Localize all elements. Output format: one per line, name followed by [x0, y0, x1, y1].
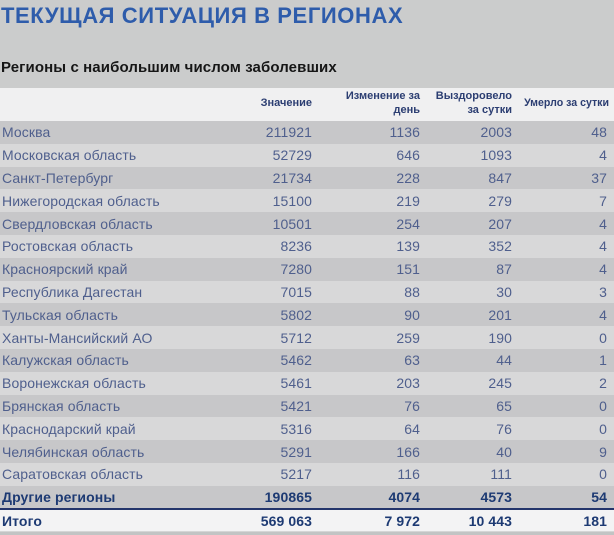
recovered-cell: 30 — [420, 281, 512, 304]
died-cell: 0 — [512, 417, 614, 440]
col-header-value: Значение — [242, 88, 312, 121]
change-cell: 116 — [312, 463, 420, 486]
change-cell: 4074 — [312, 486, 420, 509]
table-row — [0, 189, 614, 212]
value-cell: 5291 — [242, 440, 312, 463]
change-cell: 151 — [312, 258, 420, 281]
value-cell: 5461 — [242, 372, 312, 395]
recovered-cell: 111 — [420, 463, 512, 486]
value-cell: 7280 — [242, 258, 312, 281]
value-cell: 5802 — [242, 303, 312, 326]
recovered-cell: 4573 — [420, 486, 512, 509]
table-row — [0, 417, 614, 440]
region-cell: Саратовская область — [0, 463, 242, 486]
recovered-cell: 201 — [420, 303, 512, 326]
col-header-region — [0, 88, 242, 121]
table-row — [0, 121, 614, 144]
value-cell: 5217 — [242, 463, 312, 486]
value-cell: 15100 — [242, 189, 312, 212]
table-row — [0, 144, 614, 167]
died-cell: 4 — [512, 303, 614, 326]
died-cell: 181 — [512, 509, 614, 532]
table-header — [0, 88, 614, 121]
table-row — [0, 486, 614, 509]
table-row — [0, 258, 614, 281]
table-row — [0, 440, 614, 463]
change-cell: 1136 — [312, 121, 420, 144]
recovered-cell: 44 — [420, 349, 512, 372]
recovered-cell: 207 — [420, 212, 512, 235]
died-cell: 54 — [512, 486, 614, 509]
regions-table — [0, 88, 614, 532]
table-row — [0, 281, 614, 304]
table-body — [0, 121, 614, 532]
change-cell: 63 — [312, 349, 420, 372]
col-header-died: Умерло за сутки — [512, 88, 614, 121]
region-cell: Республика Дагестан — [0, 281, 242, 304]
recovered-cell: 10 443 — [420, 509, 512, 532]
change-cell: 228 — [312, 167, 420, 190]
value-cell: 10501 — [242, 212, 312, 235]
col-header-change: Изменение за день — [312, 88, 420, 121]
table-row — [0, 326, 614, 349]
change-cell: 90 — [312, 303, 420, 326]
table-row — [0, 463, 614, 486]
change-cell: 259 — [312, 326, 420, 349]
died-cell: 0 — [512, 463, 614, 486]
change-cell: 7 972 — [312, 509, 420, 532]
region-cell: Ростовская область — [0, 235, 242, 258]
region-cell: Ханты-Мансийский АО — [0, 326, 242, 349]
value-cell: 8236 — [242, 235, 312, 258]
region-cell: Свердловская область — [0, 212, 242, 235]
recovered-cell: 190 — [420, 326, 512, 349]
region-cell: Нижегородская область — [0, 189, 242, 212]
change-cell: 219 — [312, 189, 420, 212]
value-cell: 5421 — [242, 395, 312, 418]
change-cell: 254 — [312, 212, 420, 235]
value-cell: 5712 — [242, 326, 312, 349]
died-cell: 37 — [512, 167, 614, 190]
change-cell: 64 — [312, 417, 420, 440]
died-cell: 4 — [512, 144, 614, 167]
recovered-cell: 65 — [420, 395, 512, 418]
change-cell: 166 — [312, 440, 420, 463]
recovered-cell: 87 — [420, 258, 512, 281]
header-row — [0, 88, 614, 121]
change-cell: 139 — [312, 235, 420, 258]
value-cell: 5462 — [242, 349, 312, 372]
recovered-cell: 847 — [420, 167, 512, 190]
recovered-cell: 1093 — [420, 144, 512, 167]
died-cell: 2 — [512, 372, 614, 395]
died-cell: 4 — [512, 258, 614, 281]
region-cell: Другие регионы — [0, 486, 242, 509]
page-subtitle: Регионы с наибольшим числом заболевших — [1, 59, 337, 77]
region-cell: Красноярский край — [0, 258, 242, 281]
recovered-cell: 2003 — [420, 121, 512, 144]
change-cell: 76 — [312, 395, 420, 418]
region-cell: Санкт-Петербург — [0, 167, 242, 190]
table-row — [0, 372, 614, 395]
recovered-cell: 40 — [420, 440, 512, 463]
recovered-cell: 352 — [420, 235, 512, 258]
region-cell: Калужская область — [0, 349, 242, 372]
table-row — [0, 212, 614, 235]
value-cell: 211921 — [242, 121, 312, 144]
died-cell: 4 — [512, 212, 614, 235]
change-cell: 203 — [312, 372, 420, 395]
value-cell: 5316 — [242, 417, 312, 440]
died-cell: 9 — [512, 440, 614, 463]
page-title: ТЕКУЩАЯ СИТУАЦИЯ В РЕГИОНАХ — [1, 3, 404, 28]
died-cell: 3 — [512, 281, 614, 304]
table-row — [0, 349, 614, 372]
table-row — [0, 395, 614, 418]
died-cell: 1 — [512, 349, 614, 372]
table-row — [0, 303, 614, 326]
table-row — [0, 167, 614, 190]
value-cell: 569 063 — [242, 509, 312, 532]
value-cell: 52729 — [242, 144, 312, 167]
recovered-cell: 76 — [420, 417, 512, 440]
table-row — [0, 235, 614, 258]
region-cell: Московская область — [0, 144, 242, 167]
region-cell: Краснодарский край — [0, 417, 242, 440]
region-cell: Брянская область — [0, 395, 242, 418]
region-cell: Челябинская область — [0, 440, 242, 463]
recovered-cell: 279 — [420, 189, 512, 212]
value-cell: 21734 — [242, 167, 312, 190]
died-cell: 48 — [512, 121, 614, 144]
value-cell: 7015 — [242, 281, 312, 304]
died-cell: 7 — [512, 189, 614, 212]
died-cell: 0 — [512, 326, 614, 349]
region-cell: Тульская область — [0, 303, 242, 326]
region-cell: Итого — [0, 509, 242, 532]
died-cell: 0 — [512, 395, 614, 418]
region-cell: Воронежская область — [0, 372, 242, 395]
change-cell: 646 — [312, 144, 420, 167]
recovered-cell: 245 — [420, 372, 512, 395]
table-bottom-shadow — [0, 531, 614, 535]
change-cell: 88 — [312, 281, 420, 304]
region-cell: Москва — [0, 121, 242, 144]
table-row — [0, 509, 614, 532]
died-cell: 4 — [512, 235, 614, 258]
col-header-recovered: Выздоровело за сутки — [420, 88, 512, 121]
value-cell: 190865 — [242, 486, 312, 509]
